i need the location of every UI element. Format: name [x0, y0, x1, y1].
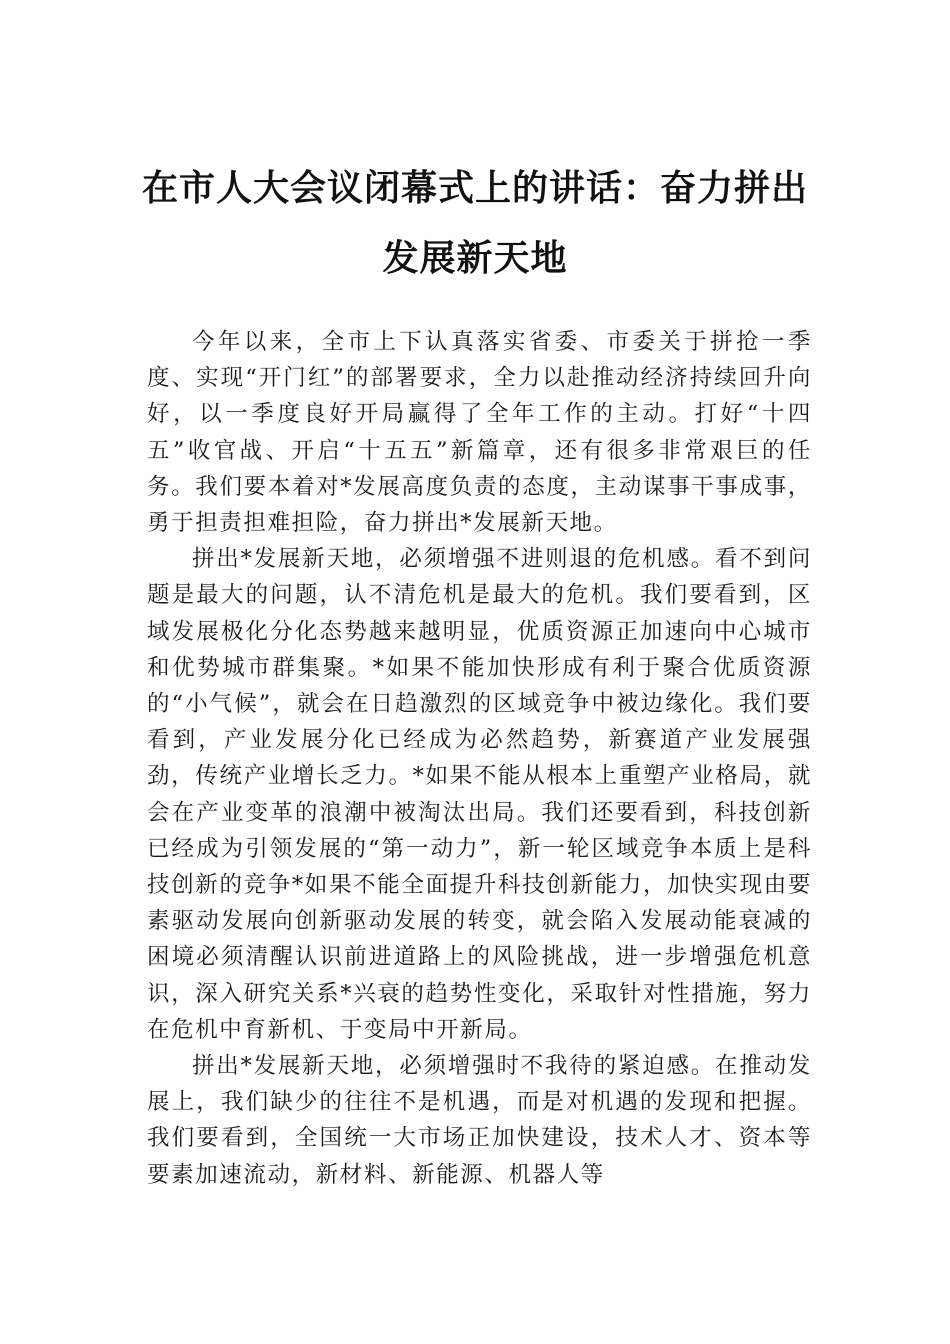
- paragraph: 拼出*发展新天地，必须增强不进则退的危机感。看不到问题是最大的问题，认不清危机是最大的危机。我们要看到，区域发展极化分化态势越来越明显，优质资源正加速向中心城市和优势城市群集聚。*如果不能加快形成有利于聚合优质资源的“小气候”，就会在日趋激烈的区域竞争中被边缘化。我们要看到，产业发展分化已经成为必然趋势，新赛道产业发展强劲，传统产业增长乏力。*如果不能从根本上重塑产业格局，就会在产业变革的浪潮中被淘汰出局。我们还要看到，科技创新已经成为引领发展的“第一动力”，新一轮区域竞争本质上是科技创新的竞争*如果不能全面提升科技创新能力，加快实现由要素驱动发展向创新驱动发展的转变，就会陷入发展动能衰减的困境必须清醒认识前进道路上的风险挑战，进一步增强危机意识，深入研究关系*兴衰的趋势性变化，采取针对性措施，努力在危机中育新机、于变局中开新局。: [147, 546, 812, 1043]
- document-title-line-2: 发展新天地: [382, 237, 568, 279]
- paragraph: 拼出*发展新天地，必须增强时不我待的紧迫感。在推动发展上，我们缺少的往往不是机遇，而是对机遇的发现和把握。我们要看到，全国统一大市场正加快建设，技术人才、资本等要素加速流动，新材料、新能源、机器人等: [147, 1053, 812, 1188]
- document-title-line-1: 在市人大会议闭幕式上的讲话：奋力拼出: [141, 167, 808, 209]
- document-body: [147, 324, 812, 1193]
- paragraph: 今年以来，全市上下认真落实省委、市委关于拼抢一季度、实现“开门红”的部署要求，全力以赴推动经济持续回升向好，以一季度良好开局赢得了全年工作的主动。打好“十四五”收官战、开启“十五五”新篇章，还有很多非常艰巨的任务。我们要本着对*发展高度负责的态度，主动谋事干事成事，勇于担责担难担险，奋力拼出*发展新天地。: [147, 329, 812, 537]
